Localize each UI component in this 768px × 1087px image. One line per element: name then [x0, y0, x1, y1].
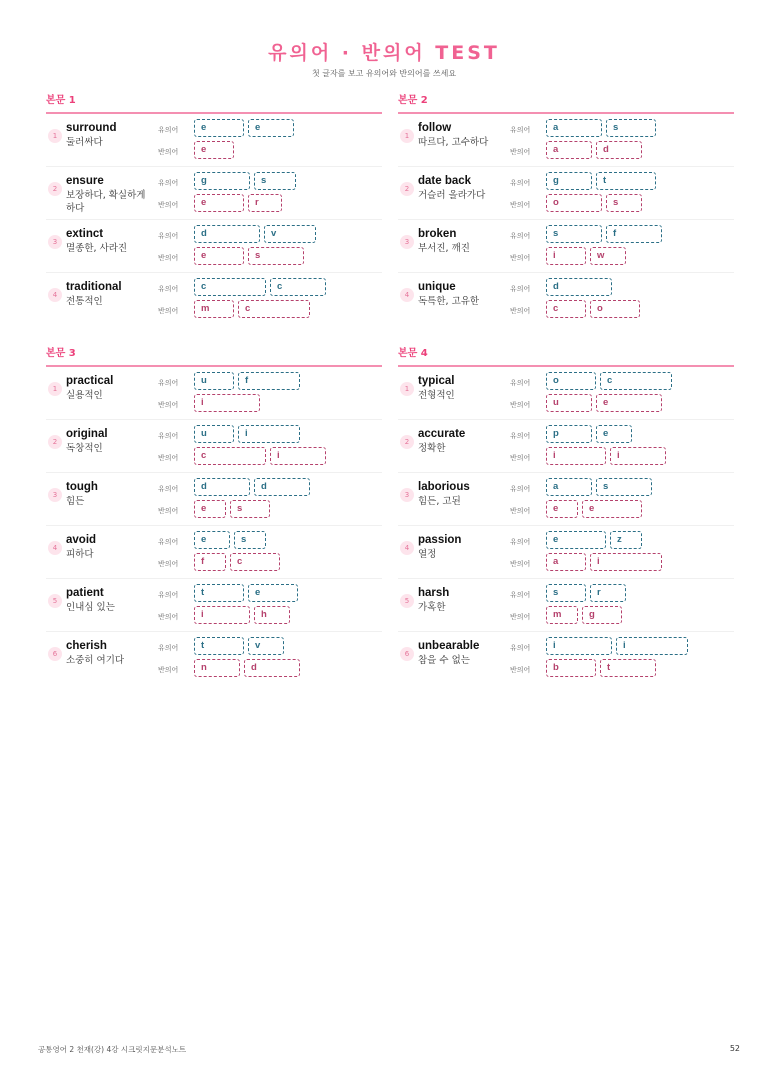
synonym-answer-box[interactable]: c: [194, 278, 266, 296]
item-number: 4: [400, 541, 414, 555]
vocab-word: laborious: [418, 481, 470, 493]
section-title: 본문 3: [46, 348, 76, 359]
vocab-item: [398, 473, 734, 526]
item-number: 3: [48, 235, 62, 249]
vocab-item: [398, 632, 734, 685]
item-number: 1: [48, 129, 62, 143]
antonym-answer-box[interactable]: i: [610, 447, 666, 465]
antonym-label: 반의어: [158, 307, 179, 315]
antonym-label: 반의어: [158, 560, 179, 568]
synonym-answer-box[interactable]: s: [546, 225, 602, 243]
antonym-label: 반의어: [510, 254, 531, 262]
antonym-answer-box[interactable]: w: [590, 247, 626, 265]
antonym-label: 반의어: [510, 613, 531, 621]
synonym-row: [194, 225, 316, 243]
vocab-meaning: 전통적인: [66, 296, 103, 307]
synonym-label: 유의어: [510, 285, 531, 293]
vocab-meaning: 전형적인: [418, 390, 455, 401]
synonym-row: [194, 278, 326, 296]
antonym-answer-box[interactable]: i: [546, 247, 586, 265]
antonym-answer-box[interactable]: d: [244, 659, 300, 677]
antonym-label: 반의어: [158, 666, 179, 674]
synonym-answer-box[interactable]: g: [546, 172, 592, 190]
antonym-label: 반의어: [158, 254, 179, 262]
synonym-label: 유의어: [158, 179, 179, 187]
vocab-item: [46, 632, 382, 685]
synonym-row: [194, 531, 266, 549]
synonym-answer-box[interactable]: s: [546, 584, 586, 602]
vocab-meaning: 열정: [418, 549, 437, 560]
vocab-meaning: 독창적인: [66, 443, 103, 454]
antonym-row: [546, 394, 662, 412]
item-number: 1: [400, 382, 414, 396]
vocab-meaning: 거슬러 올라가다: [418, 190, 486, 201]
vocab-item: [46, 473, 382, 526]
synonym-label: 유의어: [158, 644, 179, 652]
antonym-answer-box[interactable]: m: [194, 300, 234, 318]
synonym-label: 유의어: [510, 232, 531, 240]
item-number: 1: [400, 129, 414, 143]
synonym-label: 유의어: [158, 285, 179, 293]
antonym-label: 반의어: [158, 454, 179, 462]
vocab-item: [398, 420, 734, 473]
vocab-meaning: 가혹한: [418, 602, 446, 613]
synonym-answer-box[interactable]: c: [600, 372, 672, 390]
vocab-meaning: 힘든: [66, 496, 85, 507]
antonym-row: [194, 553, 280, 571]
synonym-label: 유의어: [158, 538, 179, 546]
synonym-answer-box[interactable]: f: [606, 225, 662, 243]
item-number: 6: [400, 647, 414, 661]
antonym-row: [194, 659, 300, 677]
antonym-row: [546, 447, 666, 465]
antonym-answer-box[interactable]: o: [546, 194, 602, 212]
vocab-meaning: 참을 수 없는: [418, 655, 470, 666]
synonym-answer-box[interactable]: e: [248, 584, 298, 602]
antonym-answer-box[interactable]: c: [546, 300, 586, 318]
antonym-answer-box[interactable]: e: [596, 394, 662, 412]
synonym-label: 유의어: [510, 379, 531, 387]
synonym-label: 유의어: [158, 126, 179, 134]
synonym-answer-box[interactable]: s: [234, 531, 266, 549]
antonym-answer-box[interactable]: t: [600, 659, 656, 677]
synonym-answer-box[interactable]: d: [254, 478, 310, 496]
synonym-answer-box[interactable]: r: [590, 584, 626, 602]
vocab-item: [46, 273, 382, 326]
synonym-answer-box[interactable]: z: [610, 531, 642, 549]
vocab-word: surround: [66, 122, 117, 134]
synonym-answer-box[interactable]: e: [194, 531, 230, 549]
antonym-answer-box[interactable]: n: [194, 659, 240, 677]
synonym-answer-box[interactable]: e: [546, 531, 606, 549]
vocab-word: practical: [66, 375, 114, 387]
vocab-meaning: 멸종한, 사라진: [66, 243, 128, 254]
antonym-answer-box[interactable]: s: [230, 500, 270, 518]
antonym-row: [546, 194, 642, 212]
synonym-answer-box[interactable]: g: [194, 172, 250, 190]
vocab-item: [46, 420, 382, 473]
antonym-row: [194, 394, 260, 412]
antonym-row: [194, 247, 304, 265]
vocab-word: tough: [66, 481, 98, 493]
antonym-answer-box[interactable]: c: [230, 553, 280, 571]
vocab-meaning: 정확한: [418, 443, 446, 454]
vocab-meaning: 부서진, 깨진: [418, 243, 470, 254]
antonym-row: [194, 194, 282, 212]
synonym-answer-box[interactable]: s: [254, 172, 296, 190]
section-title: 본문 4: [398, 348, 428, 359]
synonym-answer-box[interactable]: e: [194, 119, 244, 137]
synonym-answer-box[interactable]: t: [194, 637, 244, 655]
vocab-meaning: 보장하다, 확실하게 하다: [66, 190, 146, 214]
antonym-row: [546, 553, 662, 571]
section-header: [398, 347, 734, 367]
antonym-label: 반의어: [510, 148, 531, 156]
item-number: 4: [400, 288, 414, 302]
antonym-answer-box[interactable]: g: [582, 606, 622, 624]
vocab-item: [398, 273, 734, 326]
item-number: 6: [48, 647, 62, 661]
item-number: 2: [400, 182, 414, 196]
vocab-word: follow: [418, 122, 452, 134]
vocab-word: patient: [66, 587, 104, 599]
synonym-row: [194, 119, 294, 137]
item-number: 2: [48, 435, 62, 449]
vocab-meaning: 힘든, 고된: [418, 496, 461, 507]
synonym-row: [194, 172, 296, 190]
section-header: [46, 347, 382, 367]
section-header: [398, 94, 734, 114]
synonym-answer-box[interactable]: u: [194, 425, 234, 443]
synonym-answer-box[interactable]: e: [596, 425, 632, 443]
antonym-answer-box[interactable]: d: [596, 141, 642, 159]
vocab-meaning: 따르다, 고수하다: [418, 137, 489, 148]
synonym-answer-box[interactable]: c: [270, 278, 326, 296]
vocab-item: [398, 526, 734, 579]
antonym-answer-box[interactable]: a: [546, 553, 586, 571]
vocab-word: date back: [418, 175, 472, 187]
antonym-answer-box[interactable]: b: [546, 659, 596, 677]
antonym-label: 반의어: [158, 613, 179, 621]
vocab-word: traditional: [66, 281, 122, 293]
synonym-answer-box[interactable]: f: [238, 372, 300, 390]
synonym-label: 유의어: [158, 379, 179, 387]
vocab-item: [398, 367, 734, 420]
antonym-answer-box[interactable]: e: [194, 247, 244, 265]
vocab-meaning: 실용적인: [66, 390, 103, 401]
vocab-word: broken: [418, 228, 457, 240]
antonym-row: [546, 300, 640, 318]
antonym-answer-box[interactable]: m: [546, 606, 578, 624]
vocab-item: [398, 114, 734, 167]
antonym-answer-box[interactable]: f: [194, 553, 226, 571]
section-3: [46, 347, 382, 685]
page-number: 52: [729, 1044, 740, 1053]
synonym-row: [194, 478, 310, 496]
vocab-meaning: 소중히 여기다: [66, 655, 125, 666]
synonym-row: [546, 478, 652, 496]
antonym-answer-box[interactable]: a: [546, 141, 592, 159]
vocab-item: [398, 220, 734, 273]
antonym-answer-box[interactable]: e: [194, 194, 244, 212]
antonym-row: [194, 500, 270, 518]
antonym-row: [546, 500, 642, 518]
antonym-answer-box[interactable]: s: [248, 247, 304, 265]
vocab-word: extinct: [66, 228, 104, 240]
vocab-word: unique: [418, 281, 456, 293]
antonym-answer-box[interactable]: h: [254, 606, 290, 624]
antonym-answer-box[interactable]: i: [590, 553, 662, 571]
antonym-label: 반의어: [510, 560, 531, 568]
vocab-meaning: 둘러싸다: [66, 137, 103, 148]
synonym-answer-box[interactable]: p: [546, 425, 592, 443]
vocab-item: [46, 167, 382, 220]
antonym-answer-box[interactable]: c: [238, 300, 310, 318]
antonym-row: [546, 247, 626, 265]
synonym-row: [546, 225, 662, 243]
antonym-answer-box[interactable]: e: [194, 141, 234, 159]
vocab-word: passion: [418, 534, 462, 546]
synonym-label: 유의어: [510, 485, 531, 493]
vocab-word: harsh: [418, 587, 450, 599]
synonym-answer-box[interactable]: a: [546, 478, 592, 496]
synonym-answer-box[interactable]: d: [546, 278, 612, 296]
antonym-label: 반의어: [158, 148, 179, 156]
antonym-label: 반의어: [158, 201, 179, 209]
synonym-answer-box[interactable]: s: [606, 119, 656, 137]
section-header: [46, 94, 382, 114]
item-number: 1: [48, 382, 62, 396]
synonym-answer-box[interactable]: u: [194, 372, 234, 390]
antonym-label: 반의어: [510, 507, 531, 515]
antonym-label: 반의어: [158, 401, 179, 409]
vocab-item: [46, 579, 382, 632]
synonym-row: [546, 278, 612, 296]
vocab-word: avoid: [66, 534, 97, 546]
vocab-item: [46, 367, 382, 420]
synonym-row: [546, 531, 642, 549]
synonym-answer-box[interactable]: d: [194, 478, 250, 496]
item-number: 5: [400, 594, 414, 608]
synonym-row: [546, 425, 632, 443]
antonym-row: [546, 659, 656, 677]
section-2: [398, 94, 734, 326]
antonym-answer-box[interactable]: i: [194, 606, 250, 624]
synonym-row: [546, 172, 656, 190]
antonym-answer-box[interactable]: r: [248, 194, 282, 212]
synonym-row: [194, 637, 284, 655]
antonym-label: 반의어: [510, 307, 531, 315]
antonym-label: 반의어: [510, 454, 531, 462]
vocab-word: ensure: [66, 175, 104, 187]
vocab-item: [398, 167, 734, 220]
antonym-row: [546, 141, 642, 159]
item-number: 3: [48, 488, 62, 502]
synonym-label: 유의어: [510, 179, 531, 187]
item-number: 4: [48, 541, 62, 555]
synonym-label: 유의어: [510, 538, 531, 546]
section-title: 본문 1: [46, 95, 76, 106]
vocab-item: [46, 526, 382, 579]
antonym-answer-box[interactable]: c: [194, 447, 266, 465]
synonym-answer-box[interactable]: v: [264, 225, 316, 243]
synonym-label: 유의어: [158, 591, 179, 599]
synonym-label: 유의어: [510, 644, 531, 652]
vocab-word: cherish: [66, 640, 107, 652]
synonym-answer-box[interactable]: s: [596, 478, 652, 496]
vocab-word: typical: [418, 375, 455, 387]
synonym-answer-box[interactable]: i: [546, 637, 612, 655]
synonym-row: [546, 372, 672, 390]
antonym-row: [194, 447, 326, 465]
synonym-answer-box[interactable]: i: [238, 425, 300, 443]
synonym-answer-box[interactable]: d: [194, 225, 260, 243]
item-number: 2: [48, 182, 62, 196]
synonym-label: 유의어: [158, 485, 179, 493]
antonym-row: [194, 606, 290, 624]
antonym-label: 반의어: [510, 666, 531, 674]
synonym-row: [546, 637, 688, 655]
antonym-answer-box[interactable]: e: [582, 500, 642, 518]
synonym-answer-box[interactable]: t: [596, 172, 656, 190]
vocab-item: [46, 220, 382, 273]
synonym-answer-box[interactable]: i: [616, 637, 688, 655]
vocab-meaning: 인내심 있는: [66, 602, 115, 613]
antonym-label: 반의어: [510, 201, 531, 209]
vocab-item: [46, 114, 382, 167]
antonym-answer-box[interactable]: o: [590, 300, 640, 318]
synonym-row: [194, 372, 300, 390]
antonym-answer-box[interactable]: s: [606, 194, 642, 212]
footer-text: 공통영어 2 천재(강) 4강 시크릿지문분석노트: [38, 1045, 187, 1054]
vocab-word: unbearable: [418, 640, 480, 652]
synonym-answer-box[interactable]: o: [546, 372, 596, 390]
antonym-label: 반의어: [158, 507, 179, 515]
page-title: 유의어 · 반의어 TEST: [268, 42, 500, 64]
section-1: [46, 94, 382, 326]
item-number: 3: [400, 488, 414, 502]
section-4: [398, 347, 734, 685]
vocab-word: accurate: [418, 428, 466, 440]
antonym-answer-box[interactable]: e: [546, 500, 578, 518]
item-number: 2: [400, 435, 414, 449]
synonym-label: 유의어: [510, 591, 531, 599]
vocab-word: original: [66, 428, 108, 440]
antonym-answer-box[interactable]: u: [546, 394, 592, 412]
synonym-answer-box[interactable]: a: [546, 119, 602, 137]
synonym-label: 유의어: [510, 126, 531, 134]
antonym-answer-box[interactable]: i: [546, 447, 606, 465]
antonym-row: [546, 606, 622, 624]
synonym-answer-box[interactable]: t: [194, 584, 244, 602]
synonym-row: [194, 425, 300, 443]
antonym-answer-box[interactable]: i: [194, 394, 260, 412]
item-number: 4: [48, 288, 62, 302]
synonym-answer-box[interactable]: e: [248, 119, 294, 137]
vocab-meaning: 피하다: [66, 549, 94, 560]
item-number: 3: [400, 235, 414, 249]
synonym-row: [194, 584, 298, 602]
synonym-label: 유의어: [158, 232, 179, 240]
vocab-meaning: 독특한, 고유한: [418, 296, 480, 307]
section-title: 본문 2: [398, 95, 428, 106]
synonym-label: 유의어: [158, 432, 179, 440]
synonym-label: 유의어: [510, 432, 531, 440]
antonym-answer-box[interactable]: e: [194, 500, 226, 518]
antonym-answer-box[interactable]: i: [270, 447, 326, 465]
antonym-label: 반의어: [510, 401, 531, 409]
synonym-answer-box[interactable]: v: [248, 637, 284, 655]
synonym-row: [546, 584, 626, 602]
vocab-item: [398, 579, 734, 632]
page-subtitle: 첫 글자를 보고 유의어와 반의어를 쓰세요: [311, 69, 457, 78]
item-number: 5: [48, 594, 62, 608]
antonym-row: [194, 300, 310, 318]
antonym-row: [194, 141, 234, 159]
synonym-row: [546, 119, 656, 137]
